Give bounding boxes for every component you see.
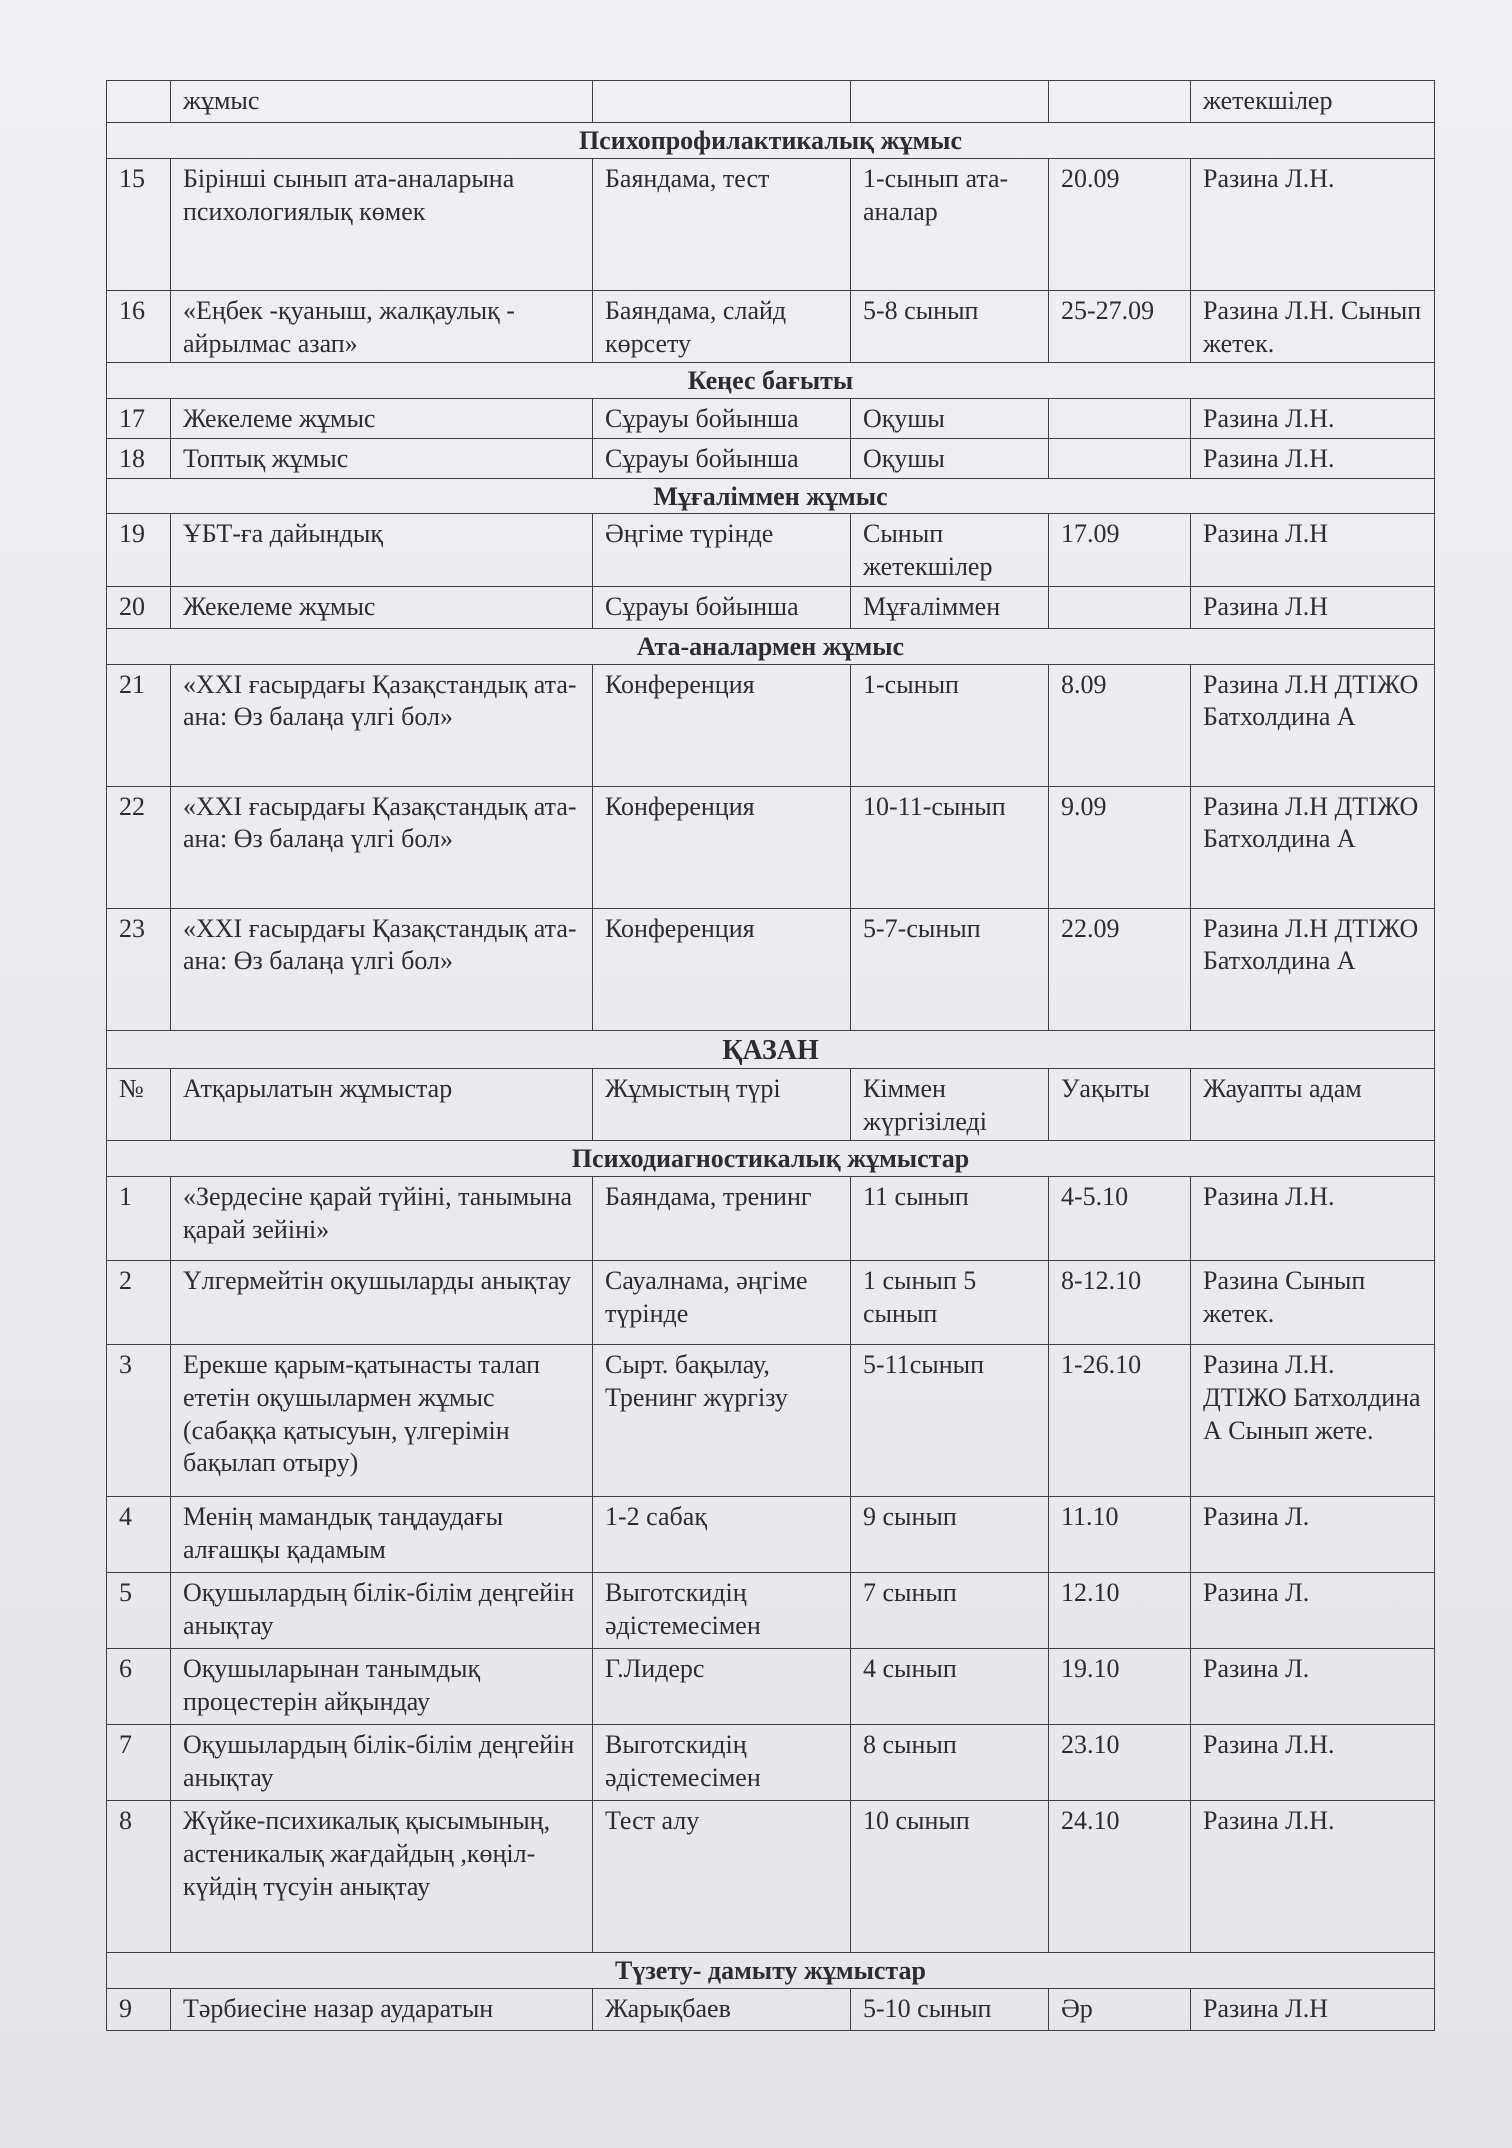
target-group-cell: 9 сынып: [851, 1497, 1049, 1573]
work-type-cell: Сауалнама, әңгіме түрінде: [593, 1261, 851, 1345]
table-row: [107, 1261, 1435, 1345]
responsible-cell: Разина Л.Н.: [1191, 1725, 1435, 1801]
date-cell: 1-26.10: [1049, 1345, 1191, 1497]
task-cell: Топтық жұмыс: [171, 438, 593, 478]
work-type-cell: 1-2 сабақ: [593, 1497, 851, 1573]
row-number: 16: [107, 290, 171, 363]
month-heading-row: [107, 1030, 1435, 1068]
table-row: [107, 908, 1435, 1030]
target-group-cell: 5-8 сынып: [851, 290, 1049, 363]
table-row: [107, 438, 1435, 478]
responsible-cell: Разина Л.Н: [1191, 514, 1435, 587]
responsible-cell: Разина Л.: [1191, 1497, 1435, 1573]
work-type-cell: Баяндама, тренинг: [593, 1177, 851, 1261]
row-number: 17: [107, 399, 171, 439]
date-cell: 24.10: [1049, 1801, 1191, 1953]
task-cell: Атқарылатын жұмыстар: [171, 1068, 593, 1141]
table-row: [107, 1345, 1435, 1497]
responsible-cell: Разина Л.Н ДТІЖО Батхолдина А: [1191, 786, 1435, 908]
responsible-cell: Разина Л.Н ДТІЖО Батхолдина А: [1191, 908, 1435, 1030]
work-type-cell: Конференция: [593, 908, 851, 1030]
section-heading: Психодиагностикалық жұмыстар: [107, 1141, 1435, 1177]
target-group-cell: 7 сынып: [851, 1573, 1049, 1649]
task-cell: жұмыс: [171, 81, 593, 123]
row-number: 9: [107, 1989, 171, 2031]
target-group-cell: 10-11-сынып: [851, 786, 1049, 908]
task-cell: «Еңбек -қуаныш, жалқаулық - айрылмас азап»: [171, 290, 593, 363]
date-cell: [1049, 399, 1191, 439]
target-group-cell: 1-сынып: [851, 664, 1049, 786]
row-number: 20: [107, 586, 171, 628]
table-row: [107, 586, 1435, 628]
task-cell: Жүйке-психикалық қысымының, астеникалық жағдайдың ,көңіл-күйдің түсуін анықтау: [171, 1801, 593, 1953]
responsible-cell: Разина Л.Н.: [1191, 1801, 1435, 1953]
table-row: [107, 399, 1435, 439]
date-cell: [1049, 438, 1191, 478]
task-cell: Жекелеме жұмыс: [171, 399, 593, 439]
task-cell: Тәрбиесіне назар аударатын: [171, 1989, 593, 2031]
row-number: 3: [107, 1345, 171, 1497]
date-cell: 8.09: [1049, 664, 1191, 786]
target-group-cell: 5-7-сынып: [851, 908, 1049, 1030]
row-number: [107, 81, 171, 123]
task-cell: «XXI ғасырдағы Қазақстандық ата-ана: Өз балаңа үлгі бол»: [171, 908, 593, 1030]
table-header-row: [107, 1068, 1435, 1141]
section-heading-row: [107, 363, 1435, 399]
date-cell: [1049, 81, 1191, 123]
target-group-cell: Мұғаліммен: [851, 586, 1049, 628]
date-cell: 8-12.10: [1049, 1261, 1191, 1345]
work-type-cell: [593, 81, 851, 123]
target-group-cell: 5-11сынып: [851, 1345, 1049, 1497]
task-cell: «XXI ғасырдағы Қазақстандық ата-ана: Өз балаңа үлгі бол»: [171, 786, 593, 908]
row-number: 2: [107, 1261, 171, 1345]
work-type-cell: Сұрауы бойынша: [593, 586, 851, 628]
responsible-cell: Разина Л.Н.: [1191, 158, 1435, 290]
table-row: [107, 1177, 1435, 1261]
target-group-cell: 8 сынып: [851, 1725, 1049, 1801]
row-number: 19: [107, 514, 171, 587]
date-cell: 23.10: [1049, 1725, 1191, 1801]
row-number: 21: [107, 664, 171, 786]
row-number: 6: [107, 1649, 171, 1725]
row-number: 15: [107, 158, 171, 290]
work-type-cell: Сұрауы бойынша: [593, 438, 851, 478]
row-number: 23: [107, 908, 171, 1030]
responsible-cell: Разина Л.Н.: [1191, 399, 1435, 439]
row-number: 8: [107, 1801, 171, 1953]
table-row: [107, 786, 1435, 908]
section-heading: Мұғаліммен жұмыс: [107, 478, 1435, 514]
section-heading: Түзету- дамыту жұмыстар: [107, 1953, 1435, 1989]
date-cell: 12.10: [1049, 1573, 1191, 1649]
target-group-cell: 10 сынып: [851, 1801, 1049, 1953]
responsible-cell: Разина Л.: [1191, 1573, 1435, 1649]
date-cell: 9.09: [1049, 786, 1191, 908]
responsible-cell: Разина Л.Н: [1191, 586, 1435, 628]
target-group-cell: 1 сынып 5 сынып: [851, 1261, 1049, 1345]
work-type-cell: Конференция: [593, 664, 851, 786]
task-cell: Менің мамандық таңдаудағы алғашқы қадамым: [171, 1497, 593, 1573]
work-type-cell: Тест алу: [593, 1801, 851, 1953]
task-cell: Жекелеме жұмыс: [171, 586, 593, 628]
responsible-cell: Разина Л.Н. Сынып жетек.: [1191, 290, 1435, 363]
target-group-cell: 5-10 сынып: [851, 1989, 1049, 2031]
table-row: [107, 1989, 1435, 2031]
responsible-cell: Разина Л.Н ДТІЖО Батхолдина А: [1191, 664, 1435, 786]
task-cell: Ерекше қарым-қатынасты талап ететін оқушылармен жұмыс (сабаққа қатысуын, үлгерімін бақылап отыру): [171, 1345, 593, 1497]
work-type-cell: Конференция: [593, 786, 851, 908]
responsible-cell: жетекшілер: [1191, 81, 1435, 123]
date-cell: 11.10: [1049, 1497, 1191, 1573]
target-group-cell: Оқушы: [851, 399, 1049, 439]
task-cell: Бірінші сынып ата-аналарына психологиялық көмек: [171, 158, 593, 290]
date-cell: 19.10: [1049, 1649, 1191, 1725]
date-cell: Уақыты: [1049, 1068, 1191, 1141]
target-group-cell: Сынып жетекшілер: [851, 514, 1049, 587]
work-type-cell: Сұрауы бойынша: [593, 399, 851, 439]
task-cell: Оқушылардың білік-білім деңгейін анықтау: [171, 1725, 593, 1801]
date-cell: 17.09: [1049, 514, 1191, 587]
date-cell: [1049, 586, 1191, 628]
section-heading: Ата-аналармен жұмыс: [107, 628, 1435, 664]
section-heading: Кеңес бағыты: [107, 363, 1435, 399]
row-number: 5: [107, 1573, 171, 1649]
table-row: [107, 664, 1435, 786]
target-group-cell: Оқушы: [851, 438, 1049, 478]
table-row: [107, 1725, 1435, 1801]
work-plan-table: [106, 80, 1435, 2031]
table-row: [107, 290, 1435, 363]
work-type-cell: Г.Лидерс: [593, 1649, 851, 1725]
work-type-cell: Әңгіме түрінде: [593, 514, 851, 587]
section-heading-row: [107, 123, 1435, 159]
section-heading-row: [107, 1953, 1435, 1989]
work-type-cell: Жұмыстың түрі: [593, 1068, 851, 1141]
target-group-cell: 4 сынып: [851, 1649, 1049, 1725]
task-cell: ҰБТ-ға дайындық: [171, 514, 593, 587]
row-number: 4: [107, 1497, 171, 1573]
table-row: [107, 1649, 1435, 1725]
section-heading-row: [107, 628, 1435, 664]
work-type-cell: Жарықбаев: [593, 1989, 851, 2031]
table-row: [107, 1801, 1435, 1953]
target-group-cell: 11 сынып: [851, 1177, 1049, 1261]
target-group-cell: Кіммен жүргізіледі: [851, 1068, 1049, 1141]
table-row: [107, 1497, 1435, 1573]
target-group-cell: 1-сынып ата-аналар: [851, 158, 1049, 290]
responsible-cell: Разина Л.Н. ДТІЖО Батхолдина А Сынып жете.: [1191, 1345, 1435, 1497]
work-type-cell: Выготскидің әдістемесімен: [593, 1725, 851, 1801]
responsible-cell: Разина Л.Н.: [1191, 438, 1435, 478]
section-heading: Психопрофилактикалық жұмыс: [107, 123, 1435, 159]
target-group-cell: [851, 81, 1049, 123]
row-number: 18: [107, 438, 171, 478]
row-number: №: [107, 1068, 171, 1141]
task-cell: Оқушыларынан танымдық процестерін айқындау: [171, 1649, 593, 1725]
table-row: [107, 158, 1435, 290]
row-number: 1: [107, 1177, 171, 1261]
work-type-cell: Баяндама, тест: [593, 158, 851, 290]
work-type-cell: Сырт. бақылау, Тренинг жүргізу: [593, 1345, 851, 1497]
responsible-cell: Разина Л.Н: [1191, 1989, 1435, 2031]
table-row: [107, 81, 1435, 123]
task-cell: «XXI ғасырдағы Қазақстандық ата-ана: Өз балаңа үлгі бол»: [171, 664, 593, 786]
row-number: 22: [107, 786, 171, 908]
responsible-cell: Разина Сынып жетек.: [1191, 1261, 1435, 1345]
responsible-cell: Разина Л.: [1191, 1649, 1435, 1725]
row-number: 7: [107, 1725, 171, 1801]
section-heading-row: [107, 1141, 1435, 1177]
date-cell: 4-5.10: [1049, 1177, 1191, 1261]
date-cell: 25-27.09: [1049, 290, 1191, 363]
section-heading-row: [107, 478, 1435, 514]
date-cell: 22.09: [1049, 908, 1191, 1030]
work-type-cell: Баяндама, слайд көрсету: [593, 290, 851, 363]
task-cell: Оқушылардың білік-білім деңгейін анықтау: [171, 1573, 593, 1649]
responsible-cell: Разина Л.Н.: [1191, 1177, 1435, 1261]
table-row: [107, 1573, 1435, 1649]
table-row: [107, 514, 1435, 587]
work-type-cell: Выготскидің әдістемесімен: [593, 1573, 851, 1649]
month-heading: ҚАЗАН: [107, 1030, 1435, 1068]
task-cell: «Зердесіне қарай түйіні, танымына қарай зейіні»: [171, 1177, 593, 1261]
responsible-cell: Жауапты адам: [1191, 1068, 1435, 1141]
task-cell: Үлгермейтін оқушыларды анықтау: [171, 1261, 593, 1345]
date-cell: 20.09: [1049, 158, 1191, 290]
date-cell: Әр: [1049, 1989, 1191, 2031]
